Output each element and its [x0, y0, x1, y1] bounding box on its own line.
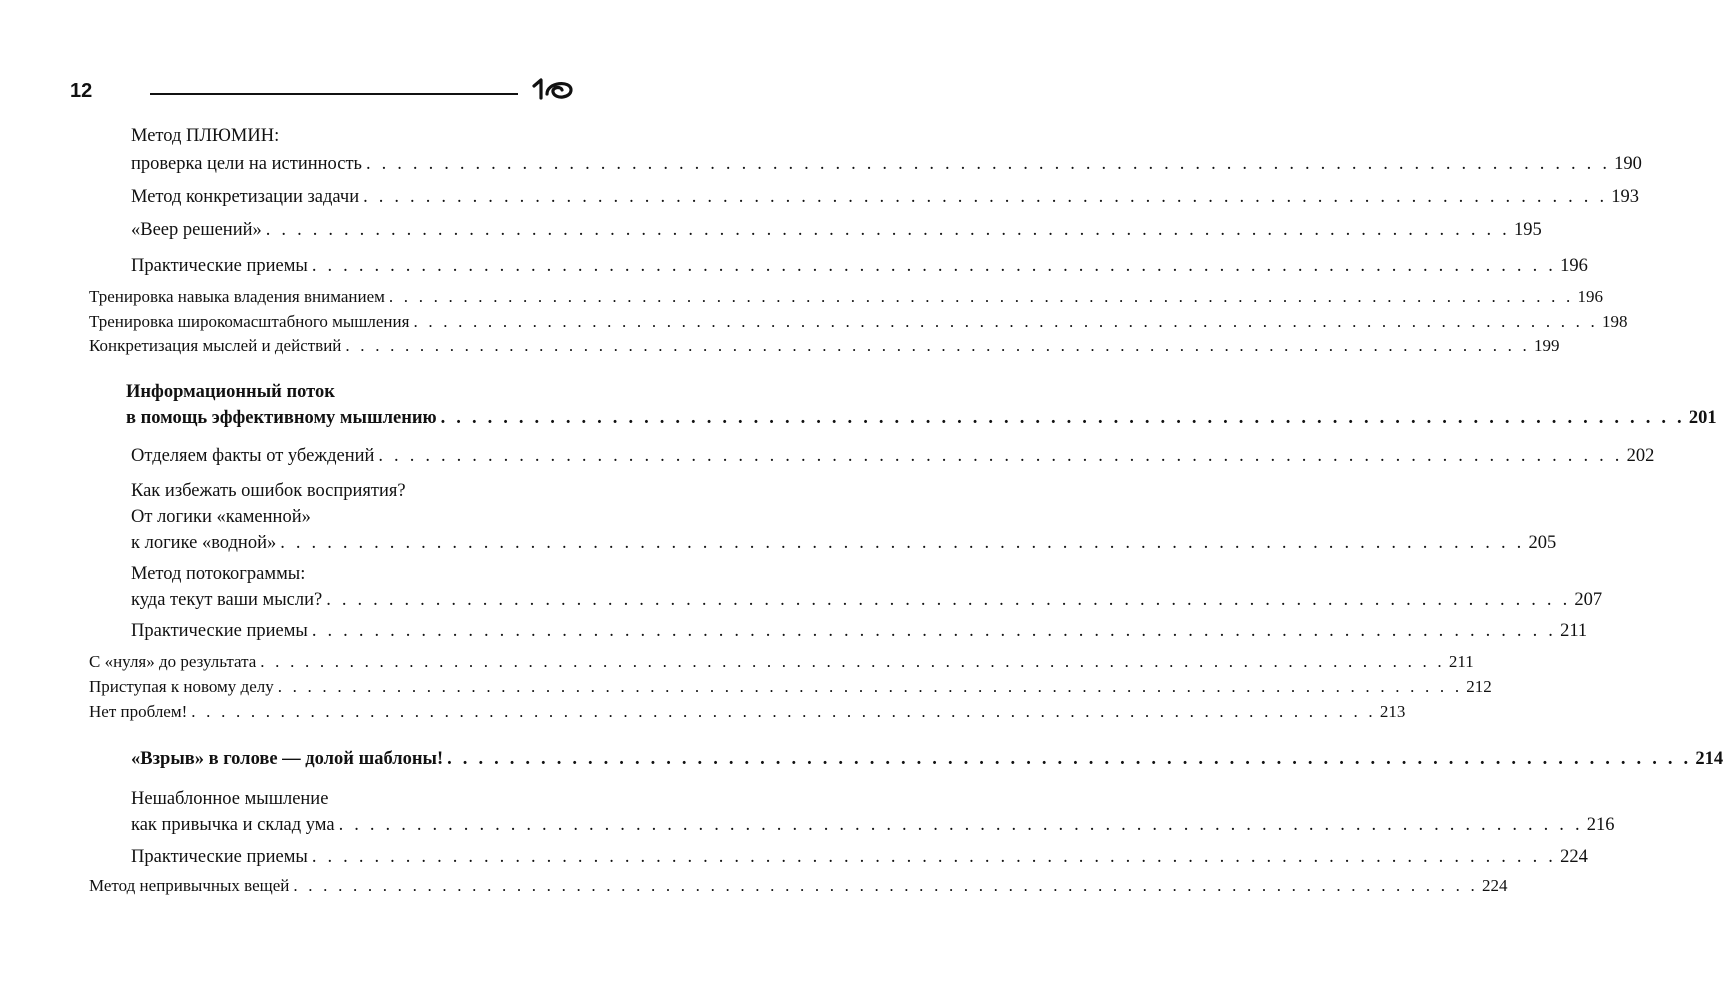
dot-leader: . . . . . . . . . . . . . . . . . . . . . . . . . . . . . . . . . . . . . . . . . . . . . . . . . . . . . . . . . . . . . . . . . . . . . . . . . . . . . . . . — [345, 336, 1530, 355]
toc-entry-title: куда текут ваши мысли? — [131, 590, 323, 610]
toc-entry-title: С «нуля» до результата — [89, 652, 257, 671]
dot-leader: . . . . . . . . . . . . . . . . . . . . . . . . . . . . . . . . . . . . . . . . . . . . . . . . . . . . . . . . . . . . . . . . . . . . . . . . . . . . . . . . — [388, 287, 1574, 306]
toc-page-number: 198 — [1602, 312, 1628, 331]
dot-leader: . . . . . . . . . . . . . . . . . . . . . . . . . . . . . . . . . . . . . . . . . . . . . . . . . . . . . . . . . . . . . . . . . . . . . . . . . . . . . . . . — [413, 312, 1598, 331]
toc-entry-title: Метод ПЛЮМИН: — [131, 126, 280, 146]
toc-entry-title: Тренировка широкомасштабного мышления — [89, 312, 410, 331]
toc-page-number: 205 — [1528, 533, 1557, 553]
toc-entry-title: Отделяем факты от убеждений — [131, 446, 375, 466]
toc-page-number: 195 — [1513, 220, 1542, 240]
toc-page-number: 207 — [1574, 590, 1603, 610]
toc-page-number: 214 — [1695, 749, 1723, 769]
dot-leader: . . . . . . . . . . . . . . . . . . . . . . . . . . . . . . . . . . . . . . . . . . . . . . . . . . . . . . . . . . . . . . . . . . . . . . . . . . . . . . . . — [280, 533, 1525, 553]
toc-page-number: 211 — [1448, 652, 1474, 671]
toc-entry-line — [126, 382, 335, 403]
toc-entry-line — [131, 507, 311, 528]
toc-entry-line — [131, 815, 1615, 836]
toc-entry-line — [131, 126, 279, 147]
dot-leader: . . . . . . . . . . . . . . . . . . . . . . . . . . . . . . . . . . . . . . . . . . . . . . . . . . . . . . . . . . . . . . . . . . . . . . . . . . . . . . . . — [378, 446, 1623, 466]
dot-leader: . . . . . . . . . . . . . . . . . . . . . . . . . . . . . . . . . . . . . . . . . . . . . . . . . . . . . . . . . . . . . . . . . . . . . . . . . . . . . . . . — [311, 847, 1557, 867]
toc-page-number: 216 — [1586, 815, 1615, 835]
dot-leader: . . . . . . . . . . . . . . . . . . . . . . . . . . . . . . . . . . . . . . . . . . . . . . . . . . . . . . . . . . . . . . . . . . . . . . . . . . . . . . . . — [277, 677, 1463, 696]
toc-entry-line — [131, 749, 1723, 770]
toc-entry-title: Метод непривычных вещей — [89, 876, 290, 895]
toc-entry-title: Конкретизация мыслей и действий — [89, 336, 342, 355]
toc-entry-line — [131, 564, 305, 585]
dot-leader: . . . . . . . . . . . . . . . . . . . . . . . . . . . . . . . . . . . . . . . . . . . . . . . . . . . . . . . . . . . . . . . . . . . . . . . . . . . . . . . . — [326, 590, 1571, 610]
toc-entry-line — [89, 336, 1560, 356]
toc-page-number: 202 — [1626, 446, 1655, 466]
toc-entry-title: Информационный поток — [126, 382, 335, 402]
toc-entry-line — [131, 789, 328, 810]
toc-entry-line — [131, 220, 1542, 241]
toc-entry-title: Нет проблем! — [89, 702, 188, 721]
dot-leader: . . . . . . . . . . . . . . . . . . . . . . . . . . . . . . . . . . . . . . . . . . . . . . . . . . . . . . . . . . . . . . . . . . . . . . . . . . . . . . . . — [311, 256, 1557, 276]
toc-entry-line — [89, 876, 1508, 896]
toc-page-number: 211 — [1560, 621, 1588, 641]
toc-page-number: 196 — [1577, 287, 1603, 306]
toc-entry-line — [89, 652, 1474, 672]
dot-leader: . . . . . . . . . . . . . . . . . . . . . . . . . . . . . . . . . . . . . . . . . . . . . . . . . . . . . . . . . . . . . . . . . . . . . . . . . . . . . . . . — [191, 702, 1376, 721]
toc-page-number: 224 — [1481, 876, 1508, 895]
toc-entry-line — [131, 446, 1655, 467]
toc-entry-title: Практические приемы — [131, 847, 308, 867]
dot-leader: . . . . . . . . . . . . . . . . . . . . . . . . . . . . . . . . . . . . . . . . . . . . . . . . . . . . . . . . . . . . . . . . . . . . . . . . . . . . . . . . — [440, 408, 1685, 428]
toc-entry-title: «Взрыв» в голове — долой шаблоны! — [131, 749, 444, 769]
toc-entry-title: От логики «каменной» — [131, 507, 311, 527]
toc-entry-title: к логике «водной» — [131, 533, 277, 553]
page-number: 12 — [70, 80, 93, 102]
dot-leader: . . . . . . . . . . . . . . . . . . . . . . . . . . . . . . . . . . . . . . . . . . . . . . . . . . . . . . . . . . . . . . . . . . . . . . . . . . . . . . . . — [365, 154, 1611, 174]
toc-entry-line — [131, 533, 1557, 554]
toc-entry-line — [131, 256, 1588, 277]
toc-page-number: 213 — [1379, 702, 1406, 721]
toc-entry-title: Тренировка навыка владения вниманием — [89, 287, 385, 306]
toc-page-number: 193 — [1611, 187, 1640, 207]
toc-entry-title: Практические приемы — [131, 256, 308, 276]
dot-leader: . . . . . . . . . . . . . . . . . . . . . . . . . . . . . . . . . . . . . . . . . . . . . . . . . . . . . . . . . . . . . . . . . . . . . . . . . . . . . . . . — [447, 749, 1692, 769]
toc-entry-line — [89, 287, 1603, 307]
toc-entry-title: Метод конкретизации задачи — [131, 187, 360, 207]
dot-leader: . . . . . . . . . . . . . . . . . . . . . . . . . . . . . . . . . . . . . . . . . . . . . . . . . . . . . . . . . . . . . . . . . . . . . . . . . . . . . . . . — [363, 187, 1608, 207]
toc-entry-line — [131, 154, 1642, 175]
toc-entry-line — [131, 590, 1603, 611]
toc-entry-line — [131, 187, 1640, 208]
toc-entry-title: Нешаблонное мышление — [131, 789, 329, 809]
toc-entry-line — [89, 677, 1492, 697]
dot-leader: . . . . . . . . . . . . . . . . . . . . . . . . . . . . . . . . . . . . . . . . . . . . . . . . . . . . . . . . . . . . . . . . . . . . . . . . . . . . . . . . — [311, 621, 1557, 641]
toc-entry-title: в помощь эффективному мышлению — [126, 408, 437, 428]
toc-entry-line — [131, 621, 1588, 642]
toc-entry-title: Практические приемы — [131, 621, 308, 641]
toc-entry-title: как привычка и склад ума — [131, 815, 335, 835]
toc-page-number: 212 — [1466, 677, 1492, 696]
dot-leader: . . . . . . . . . . . . . . . . . . . . . . . . . . . . . . . . . . . . . . . . . . . . . . . . . . . . . . . . . . . . . . . . . . . . . . . . . . . . . . . . — [338, 815, 1583, 835]
dot-leader: . . . . . . . . . . . . . . . . . . . . . . . . . . . . . . . . . . . . . . . . . . . . . . . . . . . . . . . . . . . . . . . . . . . . . . . . . . . . . . . . — [293, 876, 1478, 895]
toc-entry-line — [126, 408, 1717, 429]
toc-entry-title: Как избежать ошибок восприятия? — [131, 481, 406, 501]
toc-entry-title: проверка цели на истинность — [131, 154, 362, 174]
toc-entry-title: «Веер решений» — [131, 220, 262, 240]
toc-page-number: 199 — [1533, 336, 1560, 355]
toc-page-number: 196 — [1560, 256, 1588, 276]
dot-leader: . . . . . . . . . . . . . . . . . . . . . . . . . . . . . . . . . . . . . . . . . . . . . . . . . . . . . . . . . . . . . . . . . . . . . . . . . . . . . . . . — [265, 220, 1510, 240]
dot-leader: . . . . . . . . . . . . . . . . . . . . . . . . . . . . . . . . . . . . . . . . . . . . . . . . . . . . . . . . . . . . . . . . . . . . . . . . . . . . . . . . — [260, 652, 1445, 671]
toc-page-number: 201 — [1688, 408, 1717, 428]
toc-entry-line — [89, 312, 1628, 332]
toc-entry-title: Приступая к новому делу — [89, 677, 274, 696]
toc-entry-title: Метод потокограммы: — [131, 564, 306, 584]
toc-entry-line — [89, 702, 1406, 722]
toc-entry-line — [131, 481, 406, 502]
toc-page-number: 190 — [1614, 154, 1642, 174]
toc-page-number: 224 — [1560, 847, 1588, 867]
toc-entry-line — [131, 847, 1588, 868]
